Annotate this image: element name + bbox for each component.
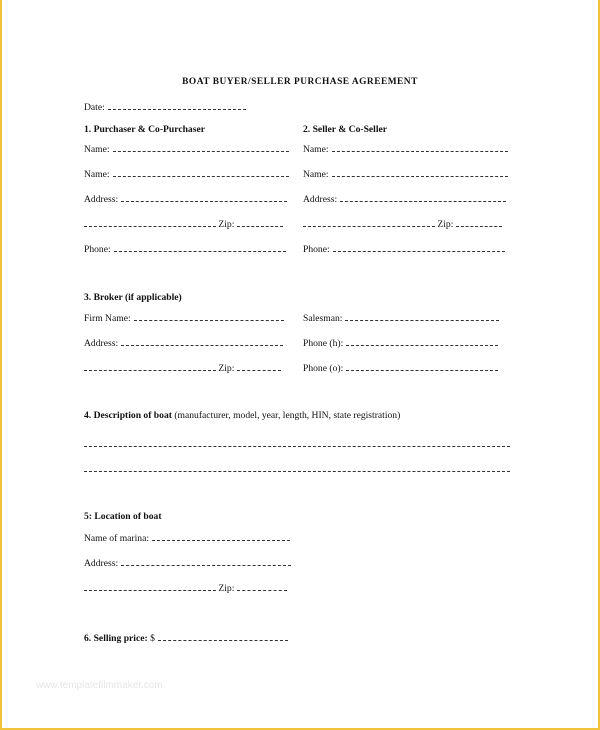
seller-zip-label: Zip:	[437, 219, 454, 230]
description-heading: 4. Description of boat	[84, 410, 172, 421]
seller-address-label: Address:	[303, 194, 338, 205]
location-marina-label: Name of marina:	[84, 533, 149, 544]
description-line-1[interactable]	[84, 437, 510, 447]
purchaser-phone-line[interactable]	[114, 242, 286, 252]
location-address-line[interactable]	[121, 556, 291, 566]
broker-firm-line[interactable]	[134, 311, 284, 321]
broker-salesman-label: Salesman:	[303, 313, 343, 324]
watermark-text: www.templatefilmmaker.com	[36, 680, 163, 691]
location-marina-field[interactable]	[84, 531, 290, 545]
date-label: Date:	[84, 102, 105, 113]
seller-city-zip-field[interactable]	[303, 217, 502, 231]
description-detail: (manufacturer, model, year, length, HIN, state registration)	[174, 410, 401, 421]
price-heading: 6. Selling price:	[84, 633, 148, 644]
location-city-zip-field[interactable]	[84, 581, 287, 595]
purchaser-name2-label: Name:	[84, 169, 110, 180]
location-heading: 5: Location of boat	[84, 511, 162, 522]
purchaser-phone-field[interactable]	[84, 242, 286, 256]
location-zip-line[interactable]	[237, 581, 287, 591]
broker-phone-h-label: Phone (h):	[303, 338, 344, 349]
broker-salesman-field[interactable]	[303, 311, 499, 325]
broker-address-label: Address:	[84, 338, 119, 349]
seller-name2-label: Name:	[303, 169, 329, 180]
price-line[interactable]	[158, 631, 288, 641]
seller-city-line[interactable]	[303, 217, 435, 227]
seller-address-field[interactable]	[303, 192, 506, 206]
broker-address-field[interactable]	[84, 336, 283, 350]
location-marina-line[interactable]	[152, 531, 290, 541]
seller-name1-label: Name:	[303, 144, 329, 155]
description-heading-row	[84, 410, 400, 422]
broker-city-line[interactable]	[84, 361, 216, 371]
purchaser-address-label: Address:	[84, 194, 119, 205]
broker-firm-label: Firm Name:	[84, 313, 131, 324]
broker-firm-field[interactable]	[84, 311, 284, 325]
purchaser-name1-field[interactable]	[84, 142, 289, 156]
broker-heading: 3. Broker (if applicable)	[84, 292, 182, 303]
purchaser-zip-line[interactable]	[237, 217, 283, 227]
broker-phone-h-field[interactable]	[303, 336, 498, 350]
date-field[interactable]	[84, 100, 246, 114]
purchaser-name2-field[interactable]	[84, 167, 289, 181]
seller-name2-field[interactable]	[303, 167, 508, 181]
purchaser-address-line[interactable]	[121, 192, 287, 202]
purchaser-city-zip-field[interactable]	[84, 217, 283, 231]
seller-zip-line[interactable]	[456, 217, 502, 227]
purchaser-name2-line[interactable]	[113, 167, 289, 177]
purchaser-phone-label: Phone:	[84, 244, 111, 255]
purchaser-name1-label: Name:	[84, 144, 110, 155]
description-line-2-field[interactable]	[84, 462, 510, 476]
location-zip-label: Zip:	[218, 583, 235, 594]
seller-name2-line[interactable]	[332, 167, 508, 177]
document-title: BOAT BUYER/SELLER PURCHASE AGREEMENT	[182, 77, 418, 87]
broker-phone-o-line[interactable]	[346, 361, 498, 371]
broker-salesman-line[interactable]	[345, 311, 499, 321]
description-line-2[interactable]	[84, 462, 510, 472]
purchaser-address-field[interactable]	[84, 192, 287, 206]
price-field[interactable]	[84, 631, 288, 645]
purchaser-heading: 1. Purchaser & Co-Purchaser	[84, 124, 205, 135]
location-city-line[interactable]	[84, 581, 216, 591]
seller-name1-line[interactable]	[332, 142, 508, 152]
broker-zip-label: Zip:	[218, 363, 235, 374]
broker-zip-line[interactable]	[237, 361, 281, 371]
purchaser-city-line[interactable]	[84, 217, 216, 227]
broker-phone-o-label: Phone (o):	[303, 363, 344, 374]
seller-name1-field[interactable]	[303, 142, 508, 156]
broker-address-line[interactable]	[121, 336, 283, 346]
broker-phone-o-field[interactable]	[303, 361, 498, 375]
date-line[interactable]	[108, 100, 246, 110]
seller-phone-line[interactable]	[333, 242, 505, 252]
price-currency: $	[150, 633, 155, 644]
seller-phone-field[interactable]	[303, 242, 505, 256]
purchaser-zip-label: Zip:	[218, 219, 235, 230]
broker-phone-h-line[interactable]	[346, 336, 498, 346]
seller-address-line[interactable]	[340, 192, 506, 202]
location-address-label: Address:	[84, 558, 119, 569]
description-line-1-field[interactable]	[84, 437, 510, 451]
location-address-field[interactable]	[84, 556, 291, 570]
broker-city-zip-field[interactable]	[84, 361, 281, 375]
purchaser-name1-line[interactable]	[113, 142, 289, 152]
seller-heading: 2. Seller & Co-Seller	[303, 124, 388, 135]
seller-phone-label: Phone:	[303, 244, 330, 255]
